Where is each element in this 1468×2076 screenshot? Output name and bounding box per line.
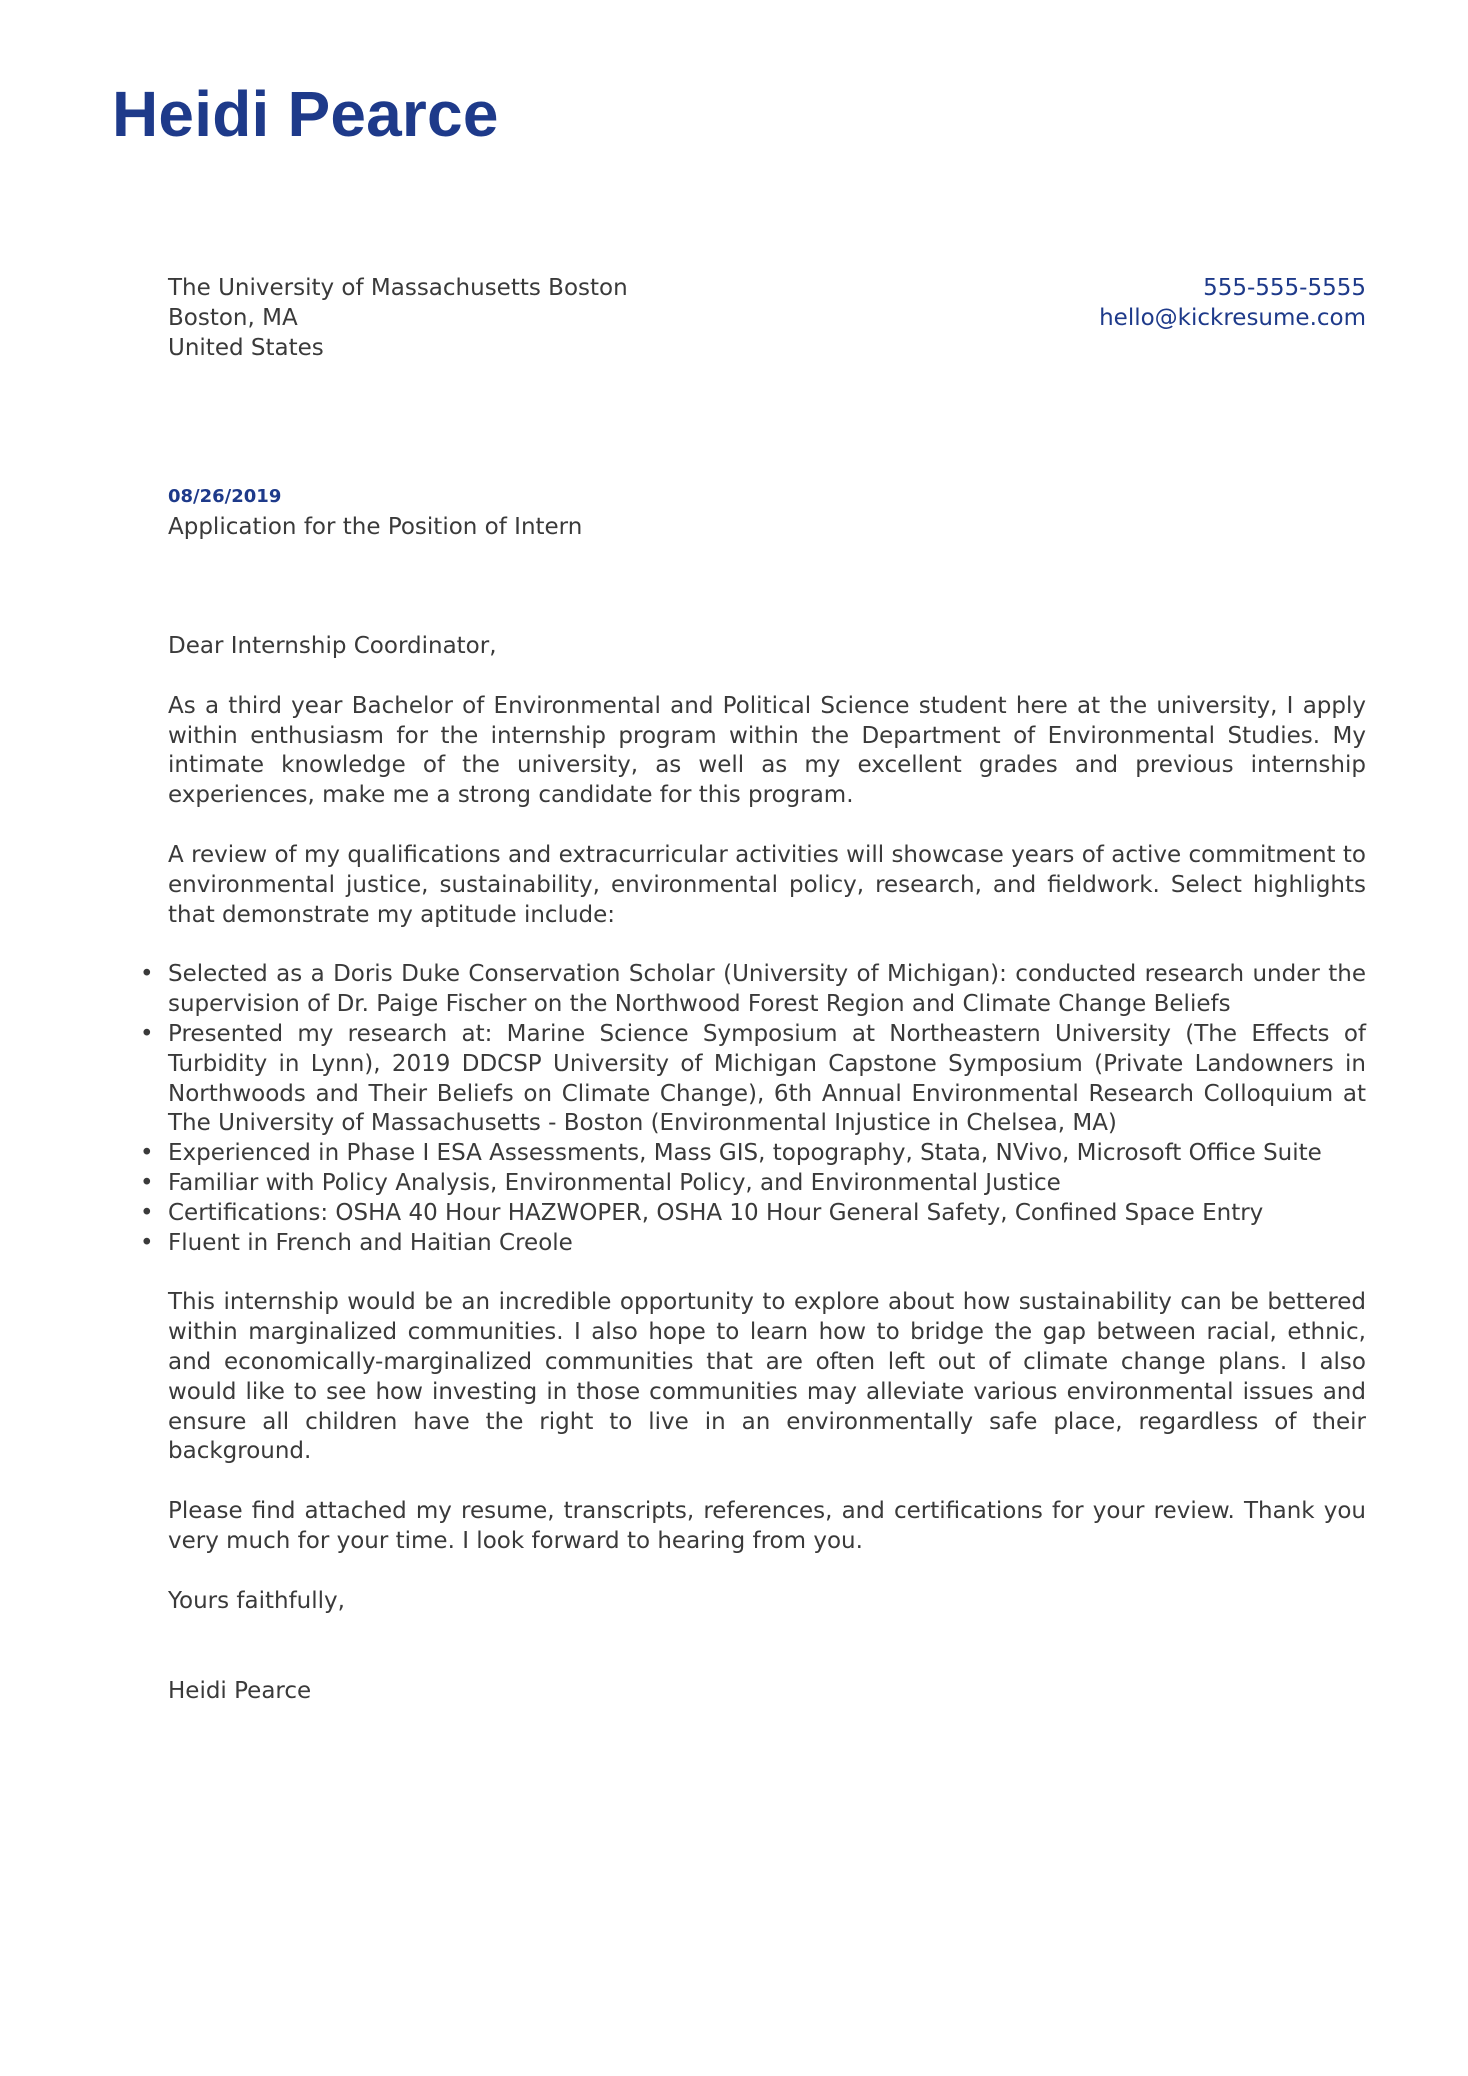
bullet-icon: •	[140, 961, 154, 988]
letter-paragraph-motivation: This internship would be an incredible opportunity to explore about how sustainability can be bettered within marginalized communities. I also hope to learn how to bridge the gap between racial, ethnic, and economically-marginalized communities that are often left out of climate change plans. I also would like to see how investing in those communities may alleviate various environmental issues and ensure all children have the right to live in an environmentally safe place, regardless of their background.	[168, 1289, 1366, 1465]
letter-subject: Application for the Position of Intern	[168, 514, 583, 540]
recipient-country: United States	[168, 335, 324, 361]
bullet-icon: •	[140, 1140, 154, 1167]
recipient-address	[168, 273, 628, 363]
bullet-icon: •	[140, 1020, 154, 1047]
list-item-text: Experienced in Phase I ESA Assessments, Mass GIS, topography, Stata, NVivo, Microsoft Office Suite	[168, 1140, 1322, 1167]
list-item	[140, 1169, 1366, 1199]
list-item-text: Presented my research at: Marine Science Symposium at Northeastern University (The Effects of Turbidity in Lynn), 2019 DDCSP University of Michigan Capstone Symposium (Private Landowners in Northwoods and Their Beliefs on Climate Change), 6th Annual Environmental Research Colloquium at The University of Massachusetts - Boston (Environmental Injustice in Chelsea, MA)	[168, 1020, 1366, 1137]
recipient-city: Boston, MA	[168, 305, 298, 331]
letter-body	[140, 632, 1366, 1736]
letter-signature: Heidi Pearce	[168, 1677, 312, 1704]
list-item	[140, 1020, 1366, 1139]
list-item	[140, 1229, 1366, 1259]
list-item	[140, 1199, 1366, 1229]
list-item-text: Fluent in French and Haitian Creole	[168, 1229, 573, 1256]
letter-paragraph-closing: Please find attached my resume, transcripts, references, and certifications for your review. Thank you very much for your time. I look forward to hearing from you.	[168, 1498, 1366, 1554]
letter-closing: Yours faithfully,	[168, 1587, 345, 1614]
list-item-text: Familiar with Policy Analysis, Environmental Policy, and Environmental Justice	[168, 1169, 1061, 1196]
letter-paragraph-intro: As a third year Bachelor of Environmental and Political Science student here at the university, I apply within enthusiasm for the internship program within the Department of Environmental Studies. My intimate knowledge of the university, as well as my excellent grades and previous internship experiences, make me a strong candidate for this program.	[168, 692, 1366, 809]
list-item	[140, 960, 1366, 1020]
contact-phone: 555-555-5555	[1203, 275, 1366, 301]
list-item-text: Certifications: OSHA 40 Hour HAZWOPER, OSHA 10 Hour General Safety, Confined Space Entry	[168, 1199, 1264, 1226]
bullet-icon: •	[140, 1169, 154, 1196]
recipient-organization: The University of Massachusetts Boston	[168, 275, 628, 301]
highlights-list	[140, 960, 1366, 1258]
letter-date: 08/26/2019	[168, 486, 282, 507]
letter-greeting: Dear Internship Coordinator,	[168, 633, 497, 659]
contact-details	[1099, 273, 1366, 333]
letter-paragraph-qualifications: A review of my qualifications and extracurricular activities will showcase years of active commitment to environmental justice, sustainability, environmental policy, research, and fieldwork. Select highlights that demonstrate my aptitude include:	[168, 841, 1366, 928]
list-item-text: Selected as a Doris Duke Conservation Scholar (University of Michigan): conducted research under the supervision of Dr. Paige Fischer on the Northwood Forest Region and Climate Change Beliefs	[168, 961, 1366, 1018]
applicant-name: Heidi Pearce	[112, 78, 499, 150]
bullet-icon: •	[140, 1229, 154, 1256]
list-item	[140, 1139, 1366, 1169]
contact-email: hello@kickresume.com	[1099, 305, 1366, 331]
bullet-icon: •	[140, 1199, 154, 1226]
